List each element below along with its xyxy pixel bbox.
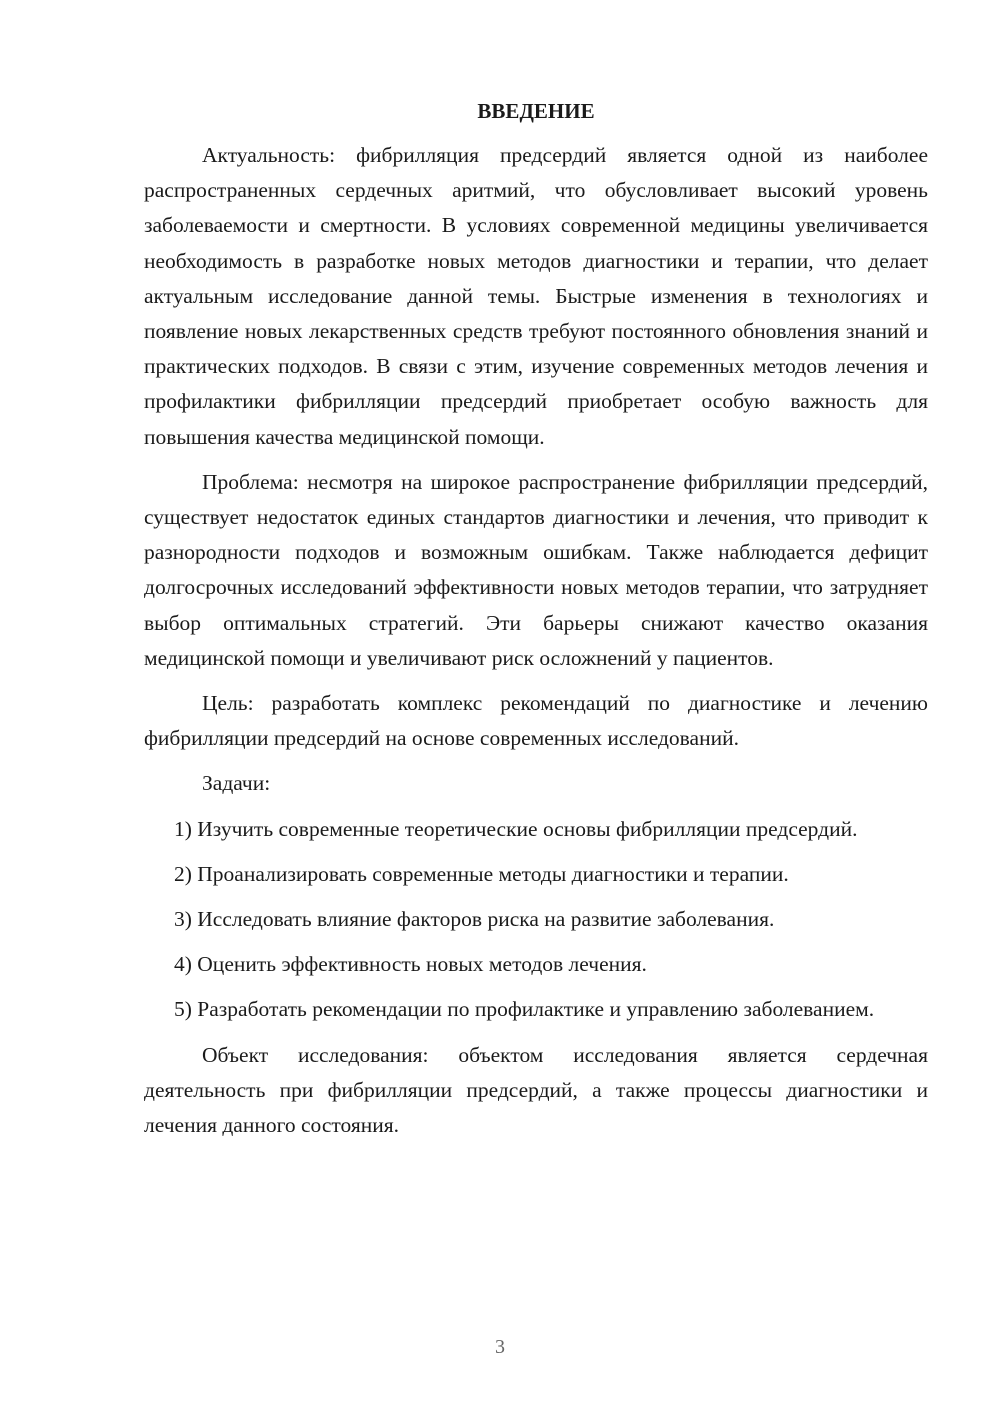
- task-item-1: 1) Изучить современные теоретические основы фибрилляции предсердий.: [174, 816, 858, 841]
- page-content: [144, 96, 928, 1153]
- paragraph-problem: Проблема: несмотря на широкое распространение фибрилляции предсердий, существует недостаток единых стандартов диагностики и лечения, что приводит к разнородности подходов и возможным ошибкам. Также наблюдается дефицит долгосрочных исследований эффективности новых методов терапии, что затрудняет выбор оптимальных стратегий. Эти барьеры снижают качество оказания медицинской помощи и увеличивают риск осложнений у пациентов.: [144, 469, 928, 670]
- task-item-3: 3) Исследовать влияние факторов риска на развитие заболевания.: [174, 907, 775, 932]
- task-item-2: 2) Проанализировать современные методы диагностики и терапии.: [174, 861, 789, 886]
- paragraph-relevance: Актуальность: фибрилляция предсердий является одной из наиболее распространенных сердечных аритмий, что обусловливает высокий уровень заболеваемости и смертности. В условиях современной медицины увеличивается необходимость в разработке новых методов диагностики и терапии, что делает актуальным исследование данной темы. Быстрые изменения в технологиях и появление новых лекарственных средств требуют постоянного обновления знаний и практических подходов. В связи с этим, изучение современных методов лечения и профилактики фибрилляции предсердий приобретает особую важность для повышения качества медицинской помощи.: [144, 143, 928, 449]
- tasks-label: Задачи:: [202, 771, 271, 796]
- paragraph-object: Объект исследования: объектом исследования является сердечная деятельность при фибрилляции предсердий, а также процессы диагностики и лечения данного состояния.: [144, 1042, 928, 1138]
- paragraph-goal: Цель: разработать комплекс рекомендаций по диагностике и лечению фибрилляции предсердий на основе современных исследований.: [144, 691, 928, 751]
- page-number: 3: [495, 1336, 505, 1358]
- section-heading: ВВЕДЕНИЕ: [477, 99, 595, 123]
- task-item-5: 5) Разработать рекомендации по профилактике и управлению заболеванием.: [174, 997, 875, 1022]
- task-item-4: 4) Оценить эффективность новых методов лечения.: [174, 952, 647, 977]
